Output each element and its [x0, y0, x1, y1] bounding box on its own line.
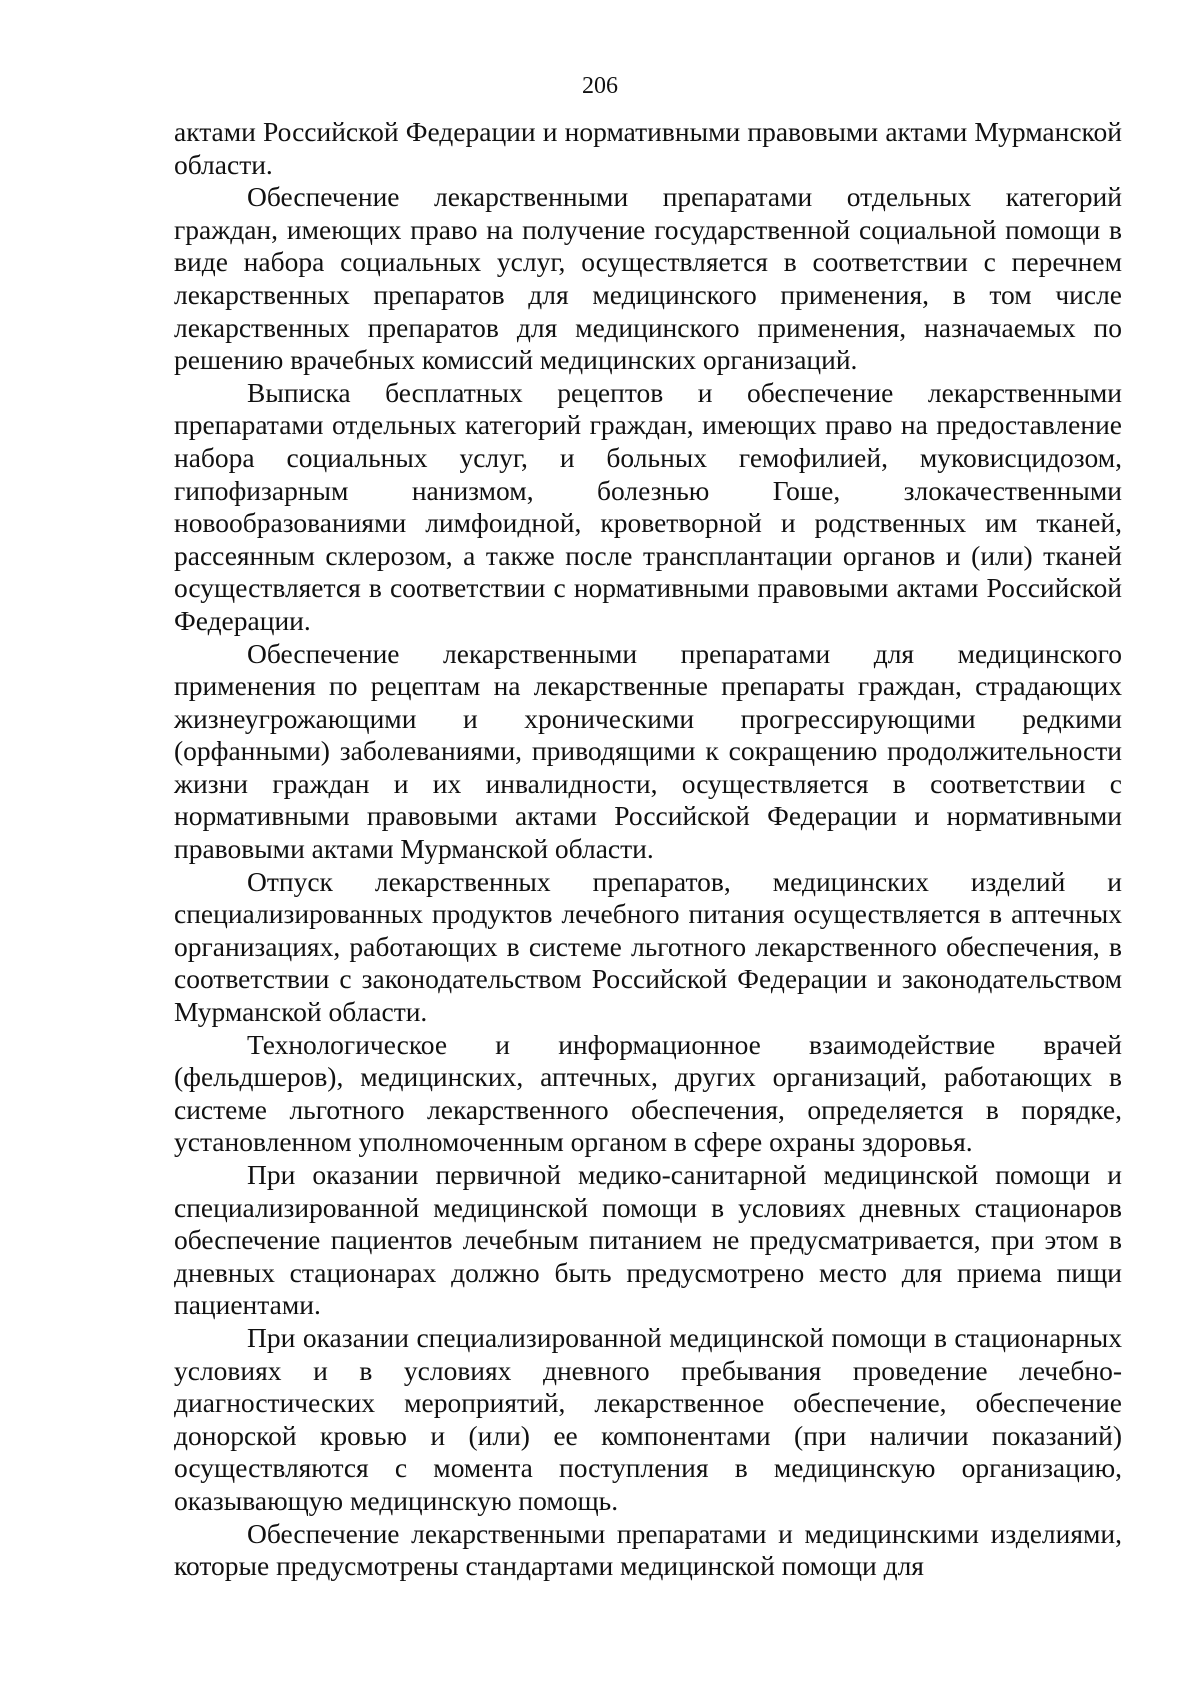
- paragraph-medical-devices: Обеспечение лекарственными препаратами и медицинскими изделиями, которые предусмотрены стандартами медицинской помощи для: [174, 1517, 1122, 1582]
- paragraph-day-hospital-nutrition: При оказании первичной медико-санитарной медицинской помощи и специализированной медицинской помощи в условиях дневных стационаров обеспечение пациентов лечебным питанием не предусматривается, при этом в дневных стационарах должно быть предусмотрено место для приема пищи пациентами.: [174, 1159, 1122, 1321]
- paragraph-information-interaction: Технологическое и информационное взаимодействие врачей (фельдшеров), медицинских, аптечных, других организаций, работающих в системе льготного лекарственного обеспечения, определяется в порядке, установленном уполномоченным органом в сфере охраны здоровья.: [174, 1028, 1122, 1158]
- paragraph-continued: актами Российской Федерации и нормативными правовыми актами Мурманской области.: [174, 116, 1122, 180]
- paragraph-preferential-drug-supply: Обеспечение лекарственными препаратами отдельных категорий граждан, имеющих право на получение государственной социальной помощи в виде набора социальных услуг, осуществляется в соответствии с перечнем лекарственных препаратов для медицинского применения, в том числе лекарственных препаратов для медицинского применения, назначаемых по решению врачебных комиссий медицинских организаций.: [174, 181, 1122, 376]
- paragraph-specialized-care: При оказании специализированной медицинской помощи в стационарных условиях и в условиях дневного пребывания проведение лечебно-диагностических мероприятий, лекарственное обеспечение, обеспечение донорской кровью и (или) ее компонентами (при наличии показаний) осуществляются с момента поступления в медицинскую организацию, оказывающую медицинскую помощь.: [174, 1321, 1122, 1516]
- document-body: [174, 116, 1122, 1583]
- page-number: 206: [582, 73, 618, 99]
- paragraph-dispensing: Отпуск лекарственных препаратов, медицинских изделий и специализированных продуктов лечебного питания осуществляется в аптечных организациях, работающих в системе льготного лекарственного обеспечения, в соответствии с законодательством Российской Федерации и законодательством Мурманской области.: [174, 865, 1122, 1028]
- paragraph-orphan-diseases: Обеспечение лекарственными препаратами для медицинского применения по рецептам на лекарственные препараты граждан, страдающих жизнеугрожающими и хроническими прогрессирующими редкими (орфанными) заболеваниями, приводящими к сокращению продолжительности жизни граждан и их инвалидности, осуществляется в соответствии с нормативными правовыми актами Российской Федерации и нормативными правовыми актами Мурманской области.: [174, 637, 1122, 865]
- paragraph-free-prescriptions: Выписка бесплатных рецептов и обеспечение лекарственными препаратами отдельных категорий граждан, имеющих право на предоставление набора социальных услуг, и больных гемофилией, муковисцидозом, гипофизарным нанизмом, болезнью Гоше, злокачественными новообразованиями лимфоидной, кроветворной и родственных им тканей, рассеянным склерозом, а также после трансплантации органов и (или) тканей осуществляется в соответствии с нормативными правовыми актами Российской Федерации.: [174, 376, 1122, 636]
